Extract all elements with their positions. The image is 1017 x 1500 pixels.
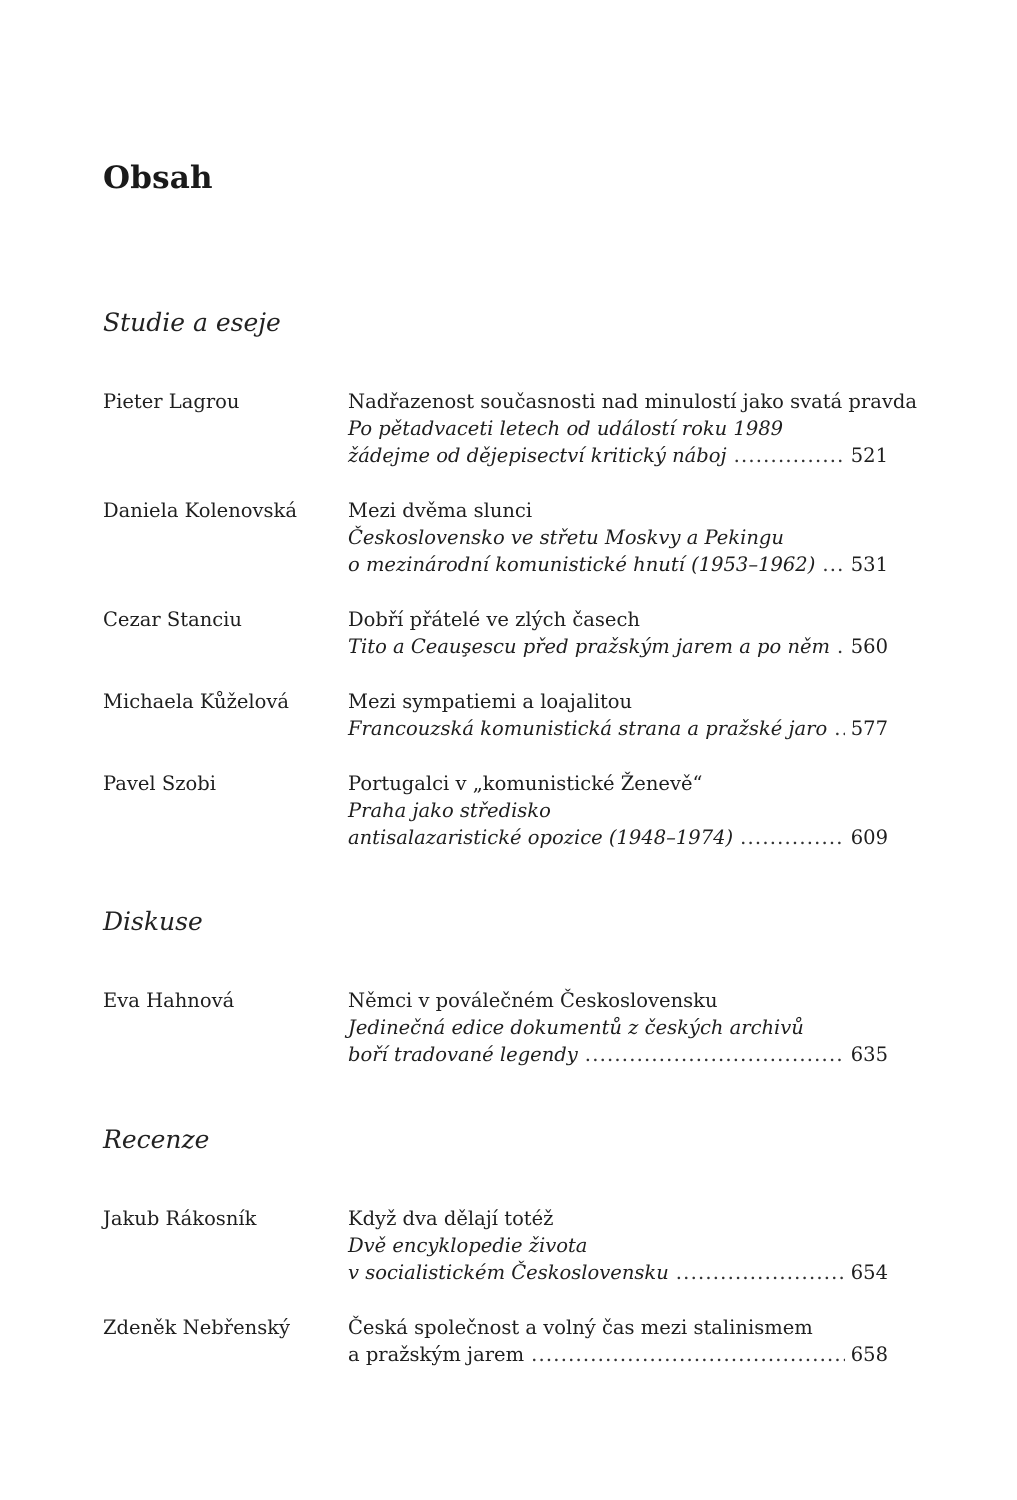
entry-work bbox=[348, 388, 917, 469]
page-number: 654 bbox=[850, 1261, 888, 1284]
entry-author: Cezar Stanciu bbox=[103, 608, 242, 631]
dot-leader bbox=[734, 442, 845, 469]
entry-subtitle: Praha jako středisko bbox=[348, 799, 551, 822]
entry-work bbox=[348, 688, 888, 742]
entry-title: Mezi dvěma slunci bbox=[348, 499, 533, 522]
entry-title: Němci v poválečném Československu bbox=[348, 989, 718, 1012]
entry-subtitle: Po pětadvaceti letech od událostí roku 1989 bbox=[348, 417, 784, 440]
section-heading-diskuse: Diskuse bbox=[103, 907, 203, 936]
page-number: 577 bbox=[850, 717, 888, 740]
entry-work bbox=[348, 606, 888, 660]
entry-author: Pieter Lagrou bbox=[103, 390, 240, 413]
page-number: 658 bbox=[850, 1343, 888, 1366]
entry-subtitle: boří tradované legendy bbox=[348, 1043, 578, 1066]
entry-title: Dobří přátelé ve zlých časech bbox=[348, 608, 640, 631]
page-number: 531 bbox=[850, 553, 888, 576]
entry-subtitle: antisalazaristické opozice (1948–1974) bbox=[348, 826, 734, 849]
entry-author: Pavel Szobi bbox=[103, 772, 216, 795]
entry-subtitle: Československo ve střetu Moskvy a Pekingu bbox=[348, 526, 784, 549]
section-heading-studie: Studie a eseje bbox=[103, 308, 281, 337]
dot-leader bbox=[740, 824, 845, 851]
entry-subtitle: Dvě encyklopedie života bbox=[348, 1234, 588, 1257]
entry-author: Zdeněk Nebřenský bbox=[103, 1316, 291, 1339]
entry-subtitle: žádejme od dějepisectví kritický náboj bbox=[348, 444, 727, 467]
entry-title: Nadřazenost současnosti nad minulostí jako svatá pravda bbox=[348, 390, 917, 413]
dot-leader bbox=[834, 715, 845, 742]
entry-work bbox=[348, 1314, 888, 1368]
dot-leader bbox=[837, 633, 845, 660]
entry-work bbox=[348, 497, 888, 578]
page-title: Obsah bbox=[103, 160, 213, 196]
entry-last-line bbox=[348, 715, 888, 742]
entry-subtitle: Francouzská komunistická strana a pražské jaro bbox=[348, 717, 828, 740]
entry-work bbox=[348, 987, 888, 1068]
page-number: 609 bbox=[850, 826, 888, 849]
entry-subtitle: v socialistickém Československu bbox=[348, 1261, 669, 1284]
entry-title: Česká společnost a volný čas mezi stalinismem bbox=[348, 1316, 813, 1339]
entry-subtitle: Tito a Ceauşescu před pražským jarem a po něm bbox=[348, 635, 831, 658]
page-number: 560 bbox=[850, 635, 888, 658]
page-number: 521 bbox=[850, 444, 888, 467]
entry-author: Eva Hahnová bbox=[103, 989, 235, 1012]
entry-last-line bbox=[348, 551, 888, 578]
dot-leader bbox=[531, 1341, 845, 1368]
entry-author: Jakub Rákosník bbox=[103, 1207, 257, 1230]
entry-title-continued: a pražským jarem bbox=[348, 1343, 525, 1366]
entry-author: Michaela Kůželová bbox=[103, 690, 290, 713]
entry-title: Portugalci v „komunistické Ženevě“ bbox=[348, 772, 703, 795]
entry-work bbox=[348, 1205, 888, 1286]
page-number: 635 bbox=[850, 1043, 888, 1066]
entry-title: Mezi sympatiemi a loajalitou bbox=[348, 690, 633, 713]
entry-last-line bbox=[348, 824, 888, 851]
entry-subtitle: Jedinečná edice dokumentů z českých archivů bbox=[348, 1016, 804, 1039]
entry-last-line bbox=[348, 442, 888, 469]
entry-last-line bbox=[348, 1259, 888, 1286]
dot-leader bbox=[585, 1041, 845, 1068]
dot-leader bbox=[822, 551, 844, 578]
entry-title: Když dva dělají totéž bbox=[348, 1207, 554, 1230]
entry-subtitle: o mezinárodní komunistické hnutí (1953–1962) bbox=[348, 553, 816, 576]
entry-work bbox=[348, 770, 888, 851]
entry-author: Daniela Kolenovská bbox=[103, 499, 297, 522]
section-heading-recenze: Recenze bbox=[103, 1125, 210, 1154]
entry-last-line bbox=[348, 1341, 888, 1368]
entry-last-line bbox=[348, 1041, 888, 1068]
entry-last-line bbox=[348, 633, 888, 660]
dot-leader bbox=[676, 1259, 845, 1286]
